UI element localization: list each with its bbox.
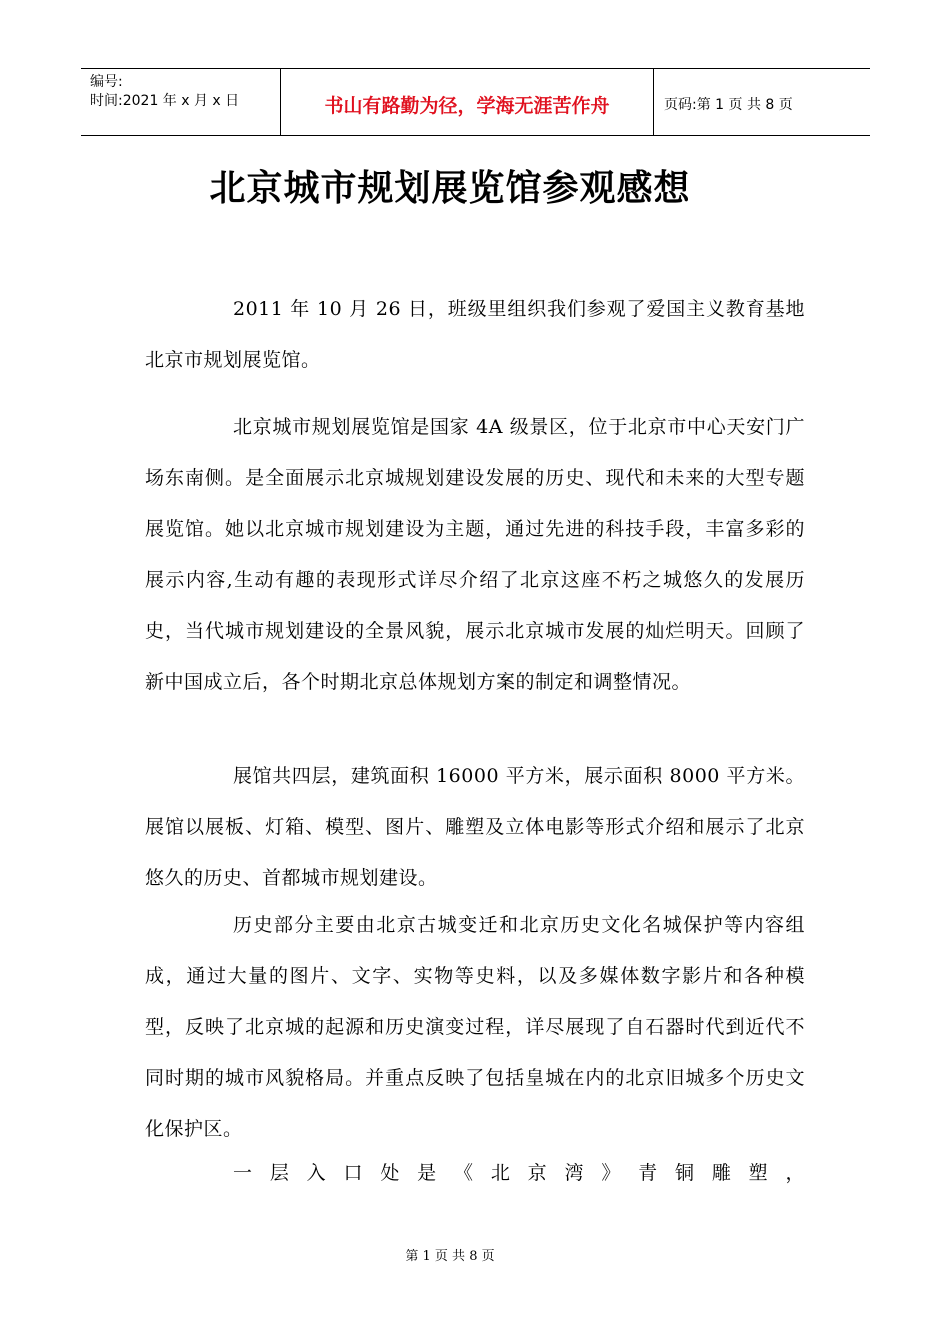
page-footer: 第 1 页 共 8 页 xyxy=(405,1249,495,1264)
paragraph-3: 展馆共四层，建筑面积 16000 平方米，展示面积 8000 平方米。展馆以展板、灯箱、模型、图片、雕塑及立体电影等形式介绍和展示了北京悠久的历史、首都城市规划建设。 xyxy=(145,765,805,889)
paragraph-5: 一层入口处是《北京湾》青铜雕塑， xyxy=(233,1162,805,1184)
header-motto: 书山有路勤为径，学海无涯苦作舟 xyxy=(281,69,654,135)
document-number-label: 编号: xyxy=(90,74,123,90)
header-page-label: 页码:第 1 页 共 8 页 xyxy=(664,97,793,113)
page-header xyxy=(81,68,870,136)
header-meta xyxy=(81,69,281,135)
paragraph-1: 2011 年 10 月 26 日，班级里组织我们参观了爱国主义教育基地北京市规划展览馆。 xyxy=(145,298,805,371)
document-date-label: 时间:2021 年 x 月 x 日 xyxy=(90,93,240,109)
document-title: 北京城市规划展览馆参观感想 xyxy=(209,167,691,209)
paragraph-2: 北京城市规划展览馆是国家 4A 级景区，位于北京市中心天安门广场东南侧。是全面展示北京城规划建设发展的历史、现代和未来的大型专题展览馆。她以北京城市规划建设为主题，通过先进的科技手段，丰富多彩的展示内容,生动有趣的表现形式详尽介绍了北京这座不朽之城悠久的发展历史，当代城市规划建设的全景风貌，展示北京城市发展的灿烂明天。回顾了新中国成立后，各个时期北京总体规划方案的制定和调整情况。 xyxy=(145,416,805,693)
paragraph-4: 历史部分主要由北京古城变迁和北京历史文化名城保护等内容组成，通过大量的图片、文字、实物等史料，以及多媒体数字影片和各种模型，反映了北京城的起源和历史演变过程，详尽展现了自石器时代到近代不同时期的城市风貌格局。并重点反映了包括皇城在内的北京旧城多个历史文化保护区。 xyxy=(145,914,805,1140)
